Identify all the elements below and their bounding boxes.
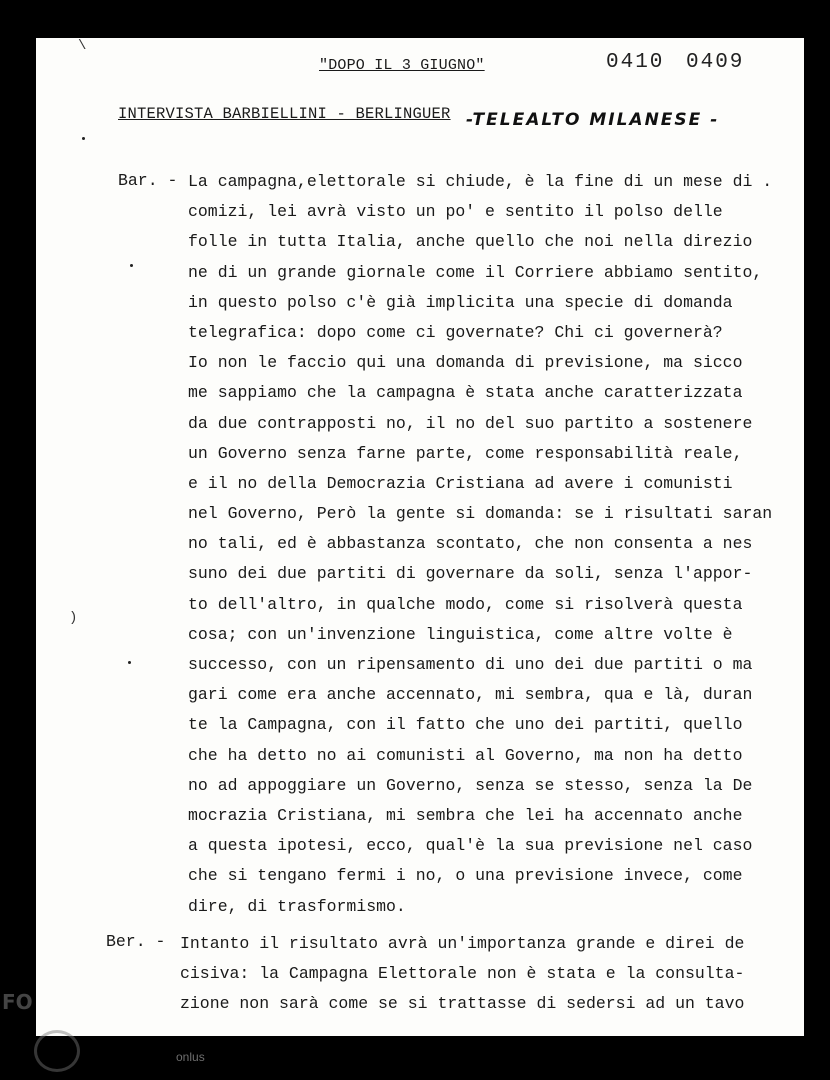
watermark-text: FO — [2, 990, 33, 1014]
text-line: in questo polso c'è già implicita una specie di domanda — [188, 292, 733, 312]
text-line: no tali, ed è abbastanza scontato, che non consenta a nes — [188, 534, 753, 554]
text-line: cisiva: la Campagna Elettorale non è stata e la consulta- — [180, 964, 745, 984]
margin-dot — [128, 661, 131, 664]
text-line: a questa ipotesi, ecco, qual'è la sua previsione nel caso — [188, 836, 753, 856]
text-line: Io non le faccio qui una domanda di previsione, ma sicco — [188, 353, 743, 373]
text-line: mocrazia Cristiana, mi sembra che lei ha accennato anche — [188, 805, 743, 825]
pen-mark: \ — [78, 38, 87, 54]
text-line: to dell'altro, in qualche modo, come si risolverà questa — [188, 594, 743, 614]
text-line: suno dei due partiti di governare da soli, senza l'appor- — [188, 564, 753, 584]
document-page — [36, 38, 804, 1036]
interview-heading: INTERVISTA BARBIELLINI - BERLINGUER — [118, 105, 451, 123]
text-line: folle in tutta Italia, anche quello che noi nella direzio — [188, 232, 753, 252]
speaker-label-ber: Ber. - — [106, 932, 166, 951]
text-line: La campagna,elettorale si chiude, è la fine di un mese di . — [188, 172, 773, 191]
text-line: comizi, lei avrà visto un po' e sentito il polso delle — [188, 202, 723, 222]
text-line: e il no della Democrazia Cristiana ad avere i comunisti — [188, 473, 733, 493]
watermark-onlus: onlus — [176, 1050, 205, 1064]
archive-number-right: 0409 — [686, 51, 745, 74]
text-line: un Governo senza farne parte, come responsabilità reale, — [188, 443, 743, 463]
speaker-label-bar: Bar. - — [118, 171, 178, 190]
answer-text — [180, 929, 744, 1020]
text-line: me sappiamo che la campagna è stata anche caratterizzata — [188, 383, 743, 403]
text-line: dire, di trasformismo. — [188, 896, 406, 916]
text-line: da due contrapposti no, il no del suo partito a sostenere — [188, 413, 753, 433]
text-line: nel Governo, Però la gente si domanda: se i risultati saran — [188, 504, 773, 524]
text-line: zione non sarà come se si trattasse di sedersi ad un tavo — [180, 994, 745, 1014]
text-line: te la Campagna, con il fatto che uno dei partiti, quello — [188, 715, 743, 735]
margin-dot — [82, 137, 85, 140]
margin-mark: ) — [69, 610, 78, 626]
text-line: cosa; con un'invenzione linguistica, come altre volte è — [188, 624, 733, 644]
margin-dot — [130, 264, 133, 267]
text-line: che ha detto no ai comunisti al Governo, ma non ha detto — [188, 745, 743, 765]
text-line: che si tengano fermi i no, o una previsione invece, come — [188, 866, 743, 886]
text-line: ne di un grande giornale come il Corriere abbiamo sentito, — [188, 262, 763, 282]
text-line: no ad appoggiare un Governo, senza se stesso, senza la De — [188, 775, 753, 795]
question-text — [188, 167, 772, 922]
archive-number-left: 0410 — [606, 51, 665, 74]
text-line: Intanto il risultato avrà un'importanza grande e direi de — [180, 934, 745, 953]
watermark-logo-icon — [34, 1030, 80, 1072]
text-line: gari come era anche accennato, mi sembra, qua e là, duran — [188, 685, 753, 705]
document-title: "DOPO IL 3 GIUGNO" — [319, 57, 485, 74]
text-line: successo, con un ripensamento di uno dei due partiti o ma — [188, 655, 753, 674]
text-line: telegrafica: dopo come ci governate? Chi ci governerà? — [188, 322, 723, 342]
handwritten-annotation: -TELEALTO MILANESE - — [466, 110, 720, 130]
